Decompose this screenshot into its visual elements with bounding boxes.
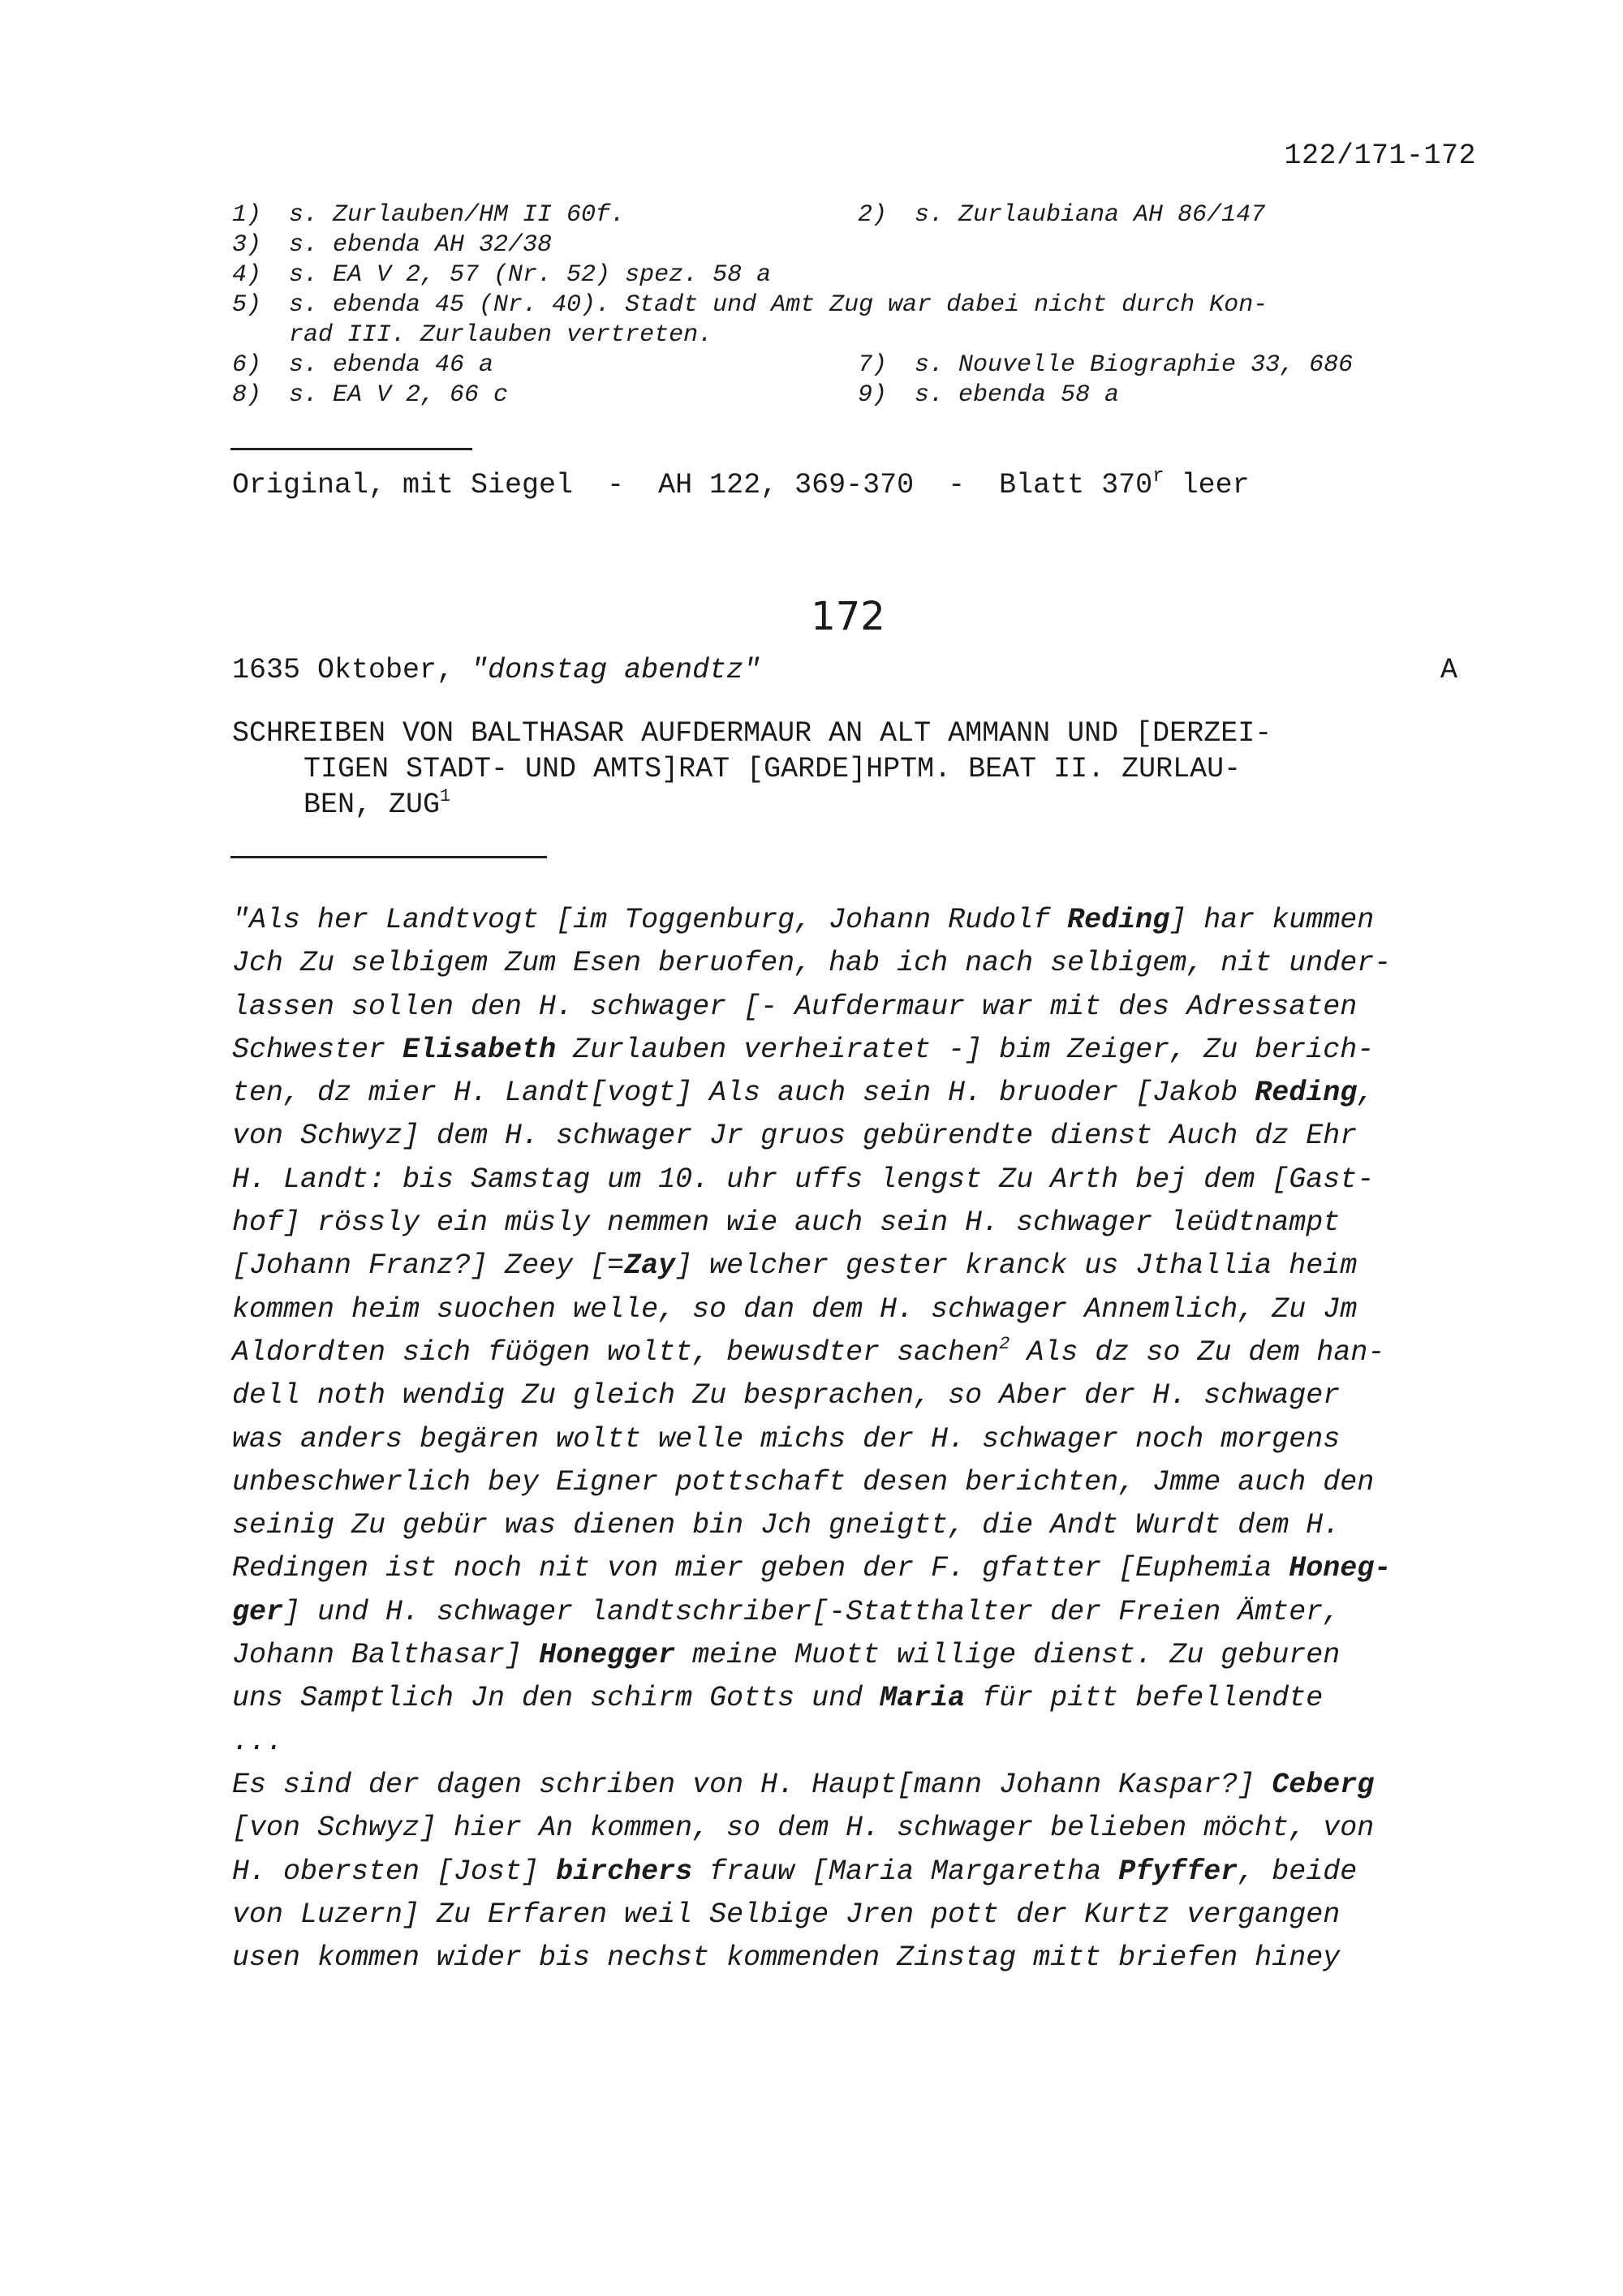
title-divider: [230, 856, 547, 858]
footnote-8: 8) s. EA V 2, 66 c: [232, 381, 509, 409]
footnote-ref: 1: [440, 786, 451, 806]
footnote-6: 6) s. ebenda 46 a: [232, 351, 494, 379]
footnote-4: 4) s. EA V 2, 57 (Nr. 52) spez. 58 a: [232, 261, 772, 289]
document-title: SCHREIBEN VON BALTHASAR AUFDERMAUR AN ALT AMMANN UND [DERZEI- TIGEN STADT- UND AMTS]RAT [GARDE]HPTM. BEAT II. ZURLAU- BEN, ZUG$^1$: [232, 717, 1272, 821]
date-line: 1635 Oktober, "donstag abendtz": [232, 654, 761, 686]
footnote-3: 3) s. ebenda AH 32/38: [232, 231, 553, 259]
footnote-divider: [230, 448, 472, 450]
source-line: Original, mit Siegel - AH 122, 369-370 - Blatt 370$^r$ leer: [232, 466, 1250, 501]
footnote-1: 1) s. Zurlauben/HM II 60f.: [232, 201, 626, 229]
footnote-5-continued: rad III. Zurlauben vertreten.: [289, 321, 713, 349]
letter-body: "Als her Landtvogt [im Toggenburg, Johann Rudolf Reding] har kummen Jch Zu selbigem Zum Esen beruofen, hab ich nach selbigem, nit under- lassen sollen den H. schwager [- Aufdermaur war mit des Adressaten Schwester Elisabeth Zurlauben verheiratet -] bim Zeiger, Zu berich- ten, dz mier H. Landt[vogt] Als auch sein H. bruoder [Jakob Reding, von Schwyz] dem H. schwager Jr gruos gebürendte dienst Auch dz Ehr H. Landt: bis Samstag um 10. uhr uffs lengst Zu Arth bej dem [Gast- hof] rössly ein müsly nemmen wie auch sein H. schwager leüdtnampt [Johann Franz?] Zeey [=Zay] welcher gester kranck us Jthallia heim kommen heim suochen welle, so dan dem H. schwager Annemlich, Zu Jm Aldordten sich füögen woltt, bewusdter sachen$^2$ Als dz so Zu dem han- dell noth wendig Zu gleich Zu besprachen, so Aber der H. schwager was anders begären woltt welle michs der H. schwager noch morgens unbeschwerlich bey Eigner pottschaft desen berichten, Jmme auch den seinig Zu gebür was dienen bin Jch gneigtt, die Andt Wurdt dem H. Redingen ist noch nit von mier geben der F. gfatter [Euphemia Honeg- ger] und H. schwager landtschriber[-Statthalter der Freien Ämter, Johann Balthasar] Honegger meine Muott willige dienst. Zu geburen uns Samptlich Jn den schirm Gotts und Maria für pitt befellendte ... Es sind der dagen schriben von H. Haupt[mann Johann Kaspar?] Ceberg [von Schwyz] hier An kommen, so dem H. schwager belieben möcht, von H. obersten [Jost] birchers frauw [Maria Margaretha Pfyffer, beide von Luzern] Zu Erfaren weil Selbige Jren pott der Kurtz vergangen usen kommen wider bis nechst kommenden Zinstag mitt briefen hiney: [232, 904, 1392, 1975]
page-reference: 122/171-172: [1284, 140, 1476, 172]
classification-letter: A: [1440, 654, 1458, 686]
document-number: 172: [811, 594, 885, 639]
footnote-2: 2) s. Zurlaubiana AH 86/147: [858, 201, 1266, 229]
footnote-9: 9) s. ebenda 58 a: [858, 381, 1120, 409]
footnote-7: 7) s. Nouvelle Biographie 33, 686: [858, 351, 1354, 379]
footnote-5: 5) s. ebenda 45 (Nr. 40). Stadt und Amt Zug war dabei nicht durch Kon-: [232, 291, 1268, 319]
footnote-ref: 2: [999, 1333, 1010, 1354]
